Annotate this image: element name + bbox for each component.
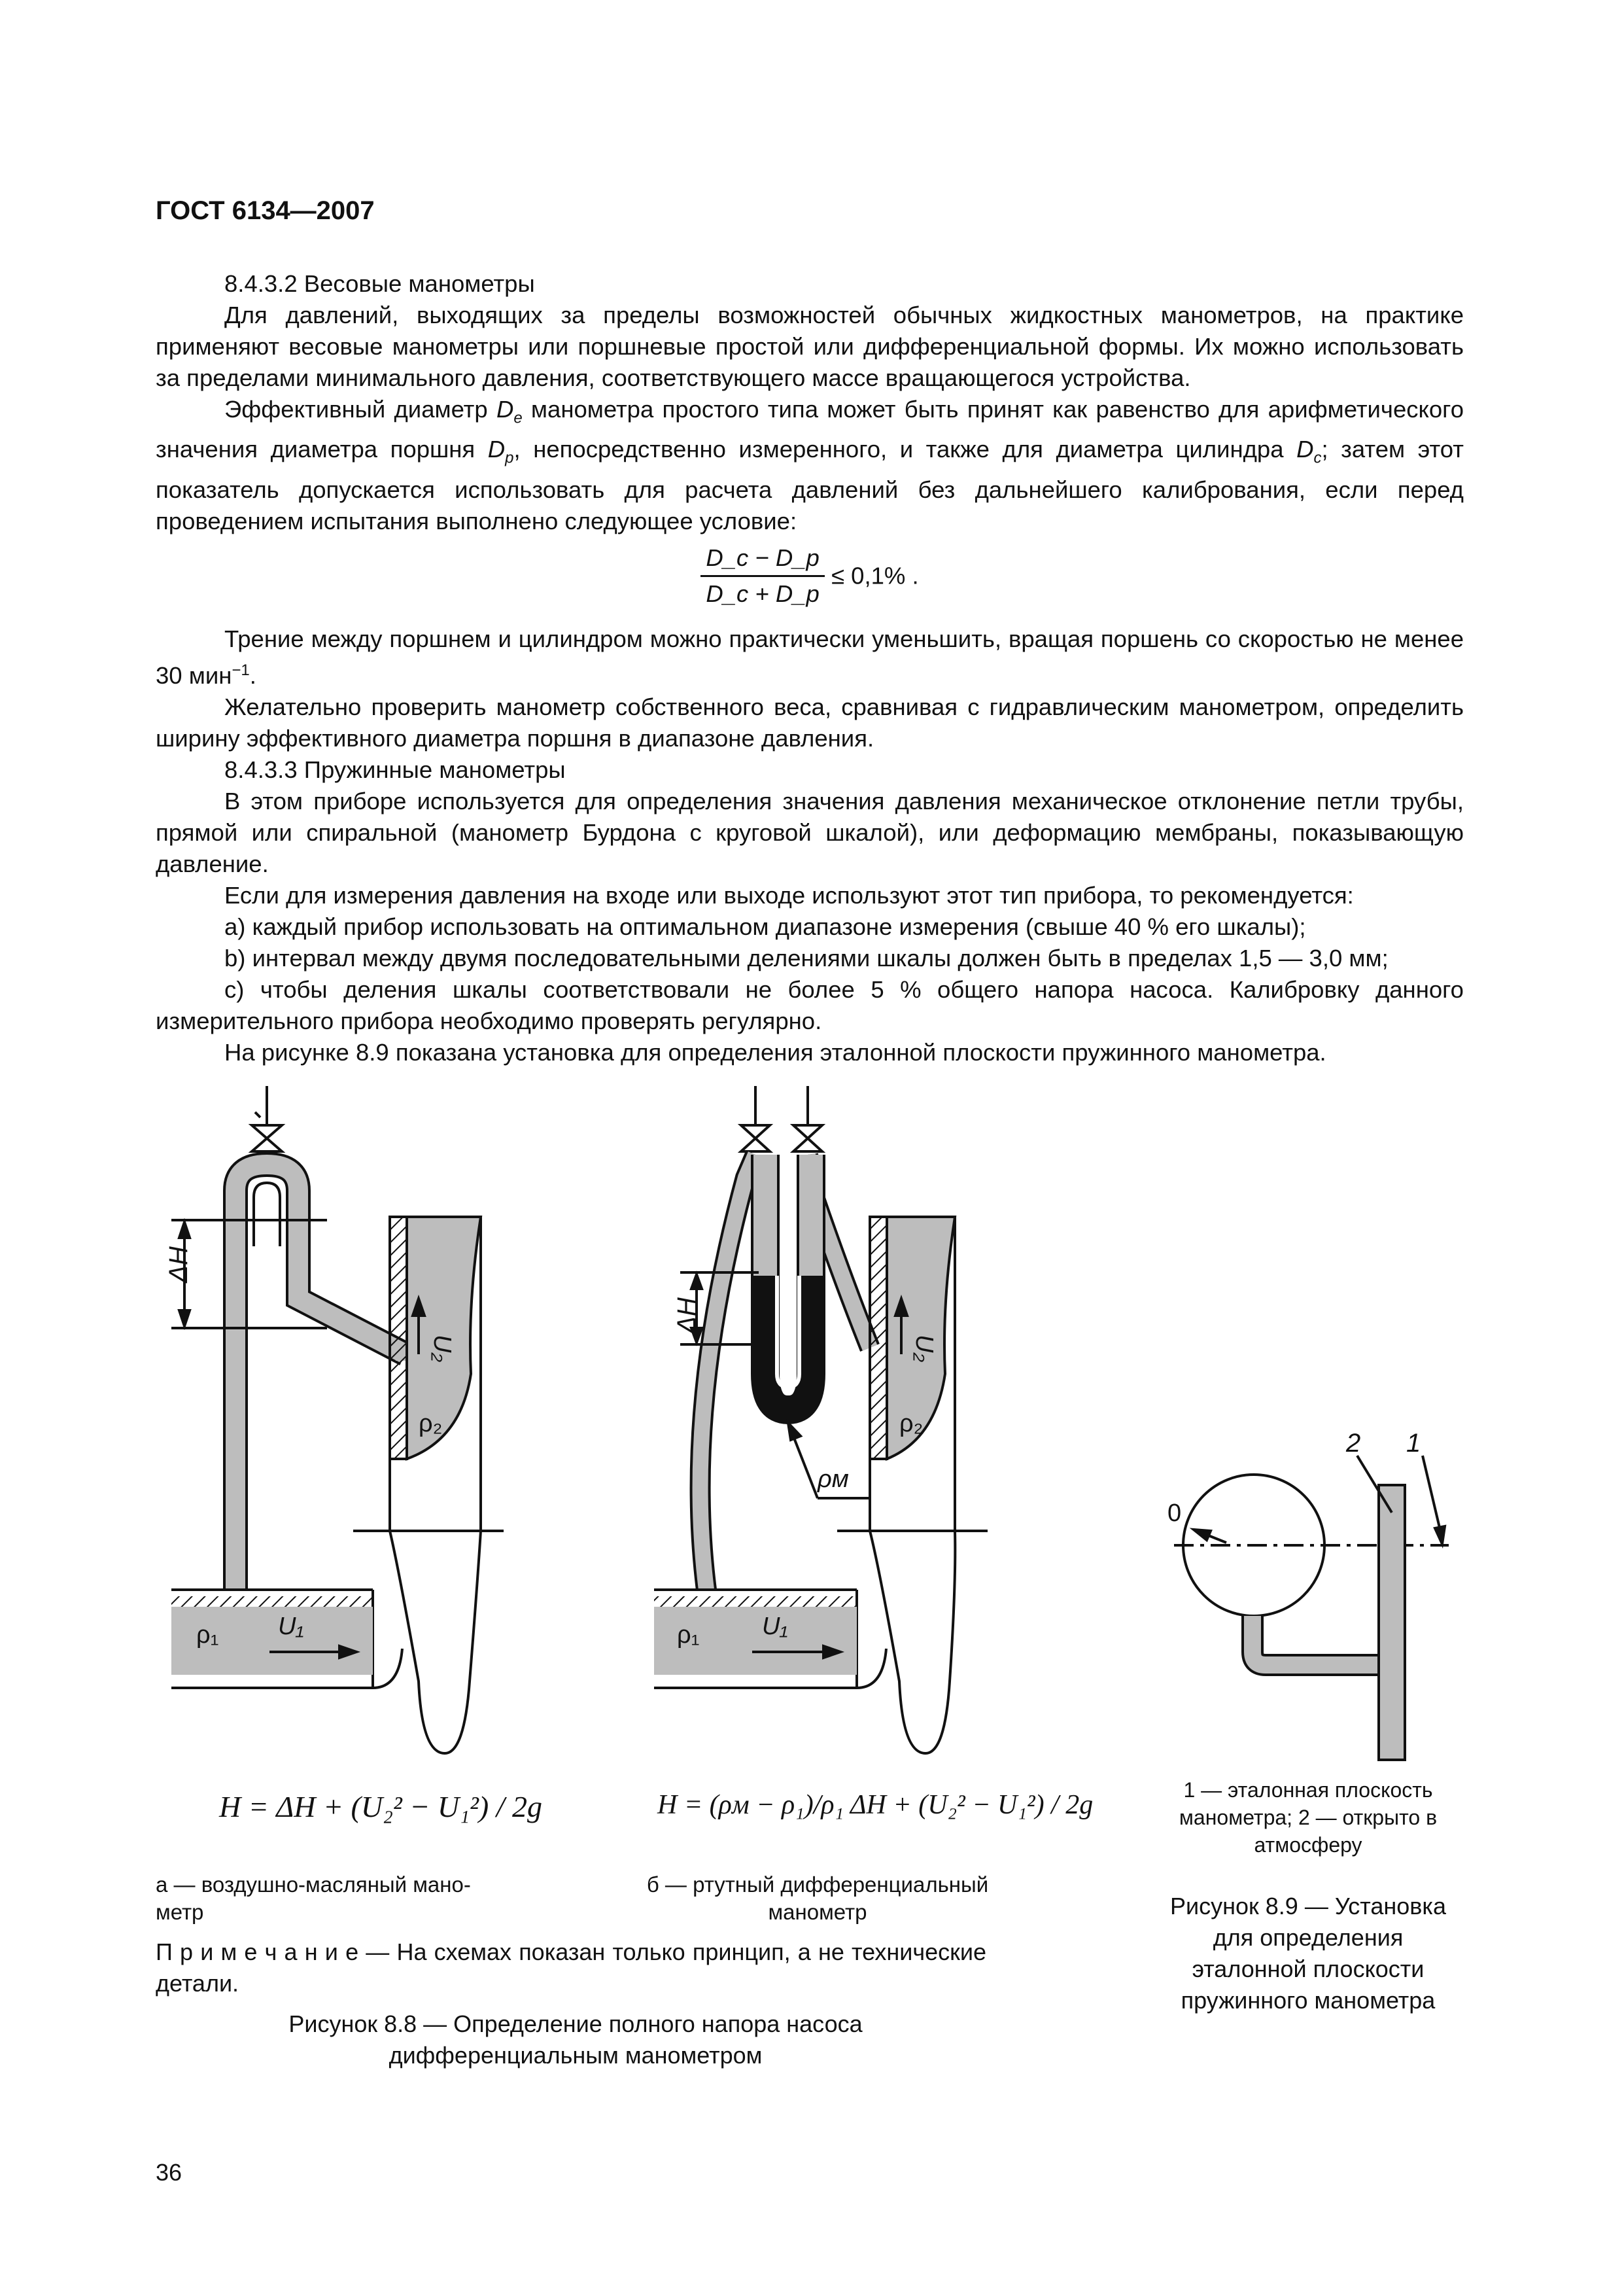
formula-denominator: D_c + D_p (706, 580, 820, 607)
formula-numerator: D_c − D_p (700, 542, 824, 577)
label-u1-b: U₁ (762, 1613, 788, 1640)
paragraph: В этом приборе используется для определения значения давления механическое отклонение петли трубы, прямой или спиральной (манометр Бурдона с круговой шкалой), или деформацию мембраны, показывающую давление. (156, 787, 1464, 877)
figure-8-8a-drawing (171, 1086, 504, 1753)
paragraph-effective-diameter: Эффективный диаметр $D_e$ манометра простого типа может быть принят как равенство для арифметического значения диаметра поршня $D_p$, непосредственно измеренного, и также для диаметра цилиндра $D_c$; затем этот показатель допускается использовать для расчета давлений без дальнейшего калибрования, если перед проведением испытания выполнено следующее условие: (156, 396, 1464, 534)
label-u2-a: U₂ (428, 1335, 456, 1362)
label-rho2-b: ρ₂ (899, 1410, 924, 1437)
subcaption-a: а — воздушно-масляный мано-метр (156, 1872, 471, 1924)
page-number: 36 (156, 2159, 182, 2186)
paragraph: Если для измерения давления на входе или выходе используют этот тип прибора, то рекомендуется: (224, 881, 1354, 909)
label-rho1-b: ρ₁ (677, 1621, 700, 1649)
figure-8-9-caption: Рисунок 8.9 — Установка для определения эталонной плоскости пружинного манометра (1170, 1893, 1446, 2014)
section-title-8-4-3-3: 8.4.3.3 Пружинные манометры (224, 756, 566, 783)
label-delta-h-a: ΔH (164, 1246, 193, 1283)
label-1: 1 (1406, 1429, 1421, 1458)
label-rho1-a: ρ₁ (196, 1621, 219, 1649)
figure-8-8b-drawing (654, 1086, 988, 1753)
label-delta-h-b: ΔH (672, 1297, 701, 1334)
list-item-c: c) чтобы деления шкалы соответствовали не более 5 % общего напора насоса. Калибровку данного измерительного прибора необходимо проверять регулярно. (156, 975, 1464, 1034)
equation-b: H = (ρм − ρ₁)/ρ₁ ΔH + (U₂² − U₁²) / 2g (657, 1790, 1094, 1820)
formula-rhs: ≤ 0,1% . (831, 562, 919, 589)
label-u1-a: U₁ (278, 1613, 304, 1640)
figure-8-9-drawing (1174, 1456, 1449, 1760)
label-rho2-a: ρ₂ (419, 1410, 443, 1437)
figure-note: П р и м е ч а н и е — На схемах показан только принцип, а не технические детали. (156, 1938, 986, 1997)
paragraph: На рисунке 8.9 показана установка для определения эталонной плоскости пружинного манометра. (224, 1038, 1326, 1066)
paragraph: Для давлений, выходящих за пределы возможностей обычных жидкостных манометров, на практике применяют весовые манометры или поршневые простой или дифференциальной формы. Их можно использовать за пределами минимального давления, соответствующего массе вращающегося устройства. (156, 302, 1464, 391)
label-rho-m: ρм (818, 1465, 849, 1493)
subcaption-b: б — ртутный дифференциальный манометр (646, 1872, 989, 1924)
label-u2-b: U₂ (910, 1335, 938, 1362)
figure-8-8-caption: Рисунок 8.8 — Определение полного напора насоса дифференциальным манометром (288, 2010, 863, 2069)
section-title-8-4-3-2: 8.4.3.2 Весовые манометры (224, 270, 535, 297)
list-item-a: а) каждый прибор использовать на оптимальном диапазоне измерения (свыше 40 % его шкалы); (224, 913, 1306, 940)
document-header: ГОСТ 6134—2007 (156, 196, 375, 225)
figure-8-9-legend: 1 — эталонная плоскость манометра; 2 — открыто в атмосферу (1179, 1778, 1438, 1857)
label-zero: 0 (1167, 1499, 1182, 1527)
paragraph: Желательно проверить манометр собственного веса, сравнивая с гидравлическим манометром, определить ширину эффективного диаметра поршня в диапазоне давления. (156, 693, 1464, 752)
equation-a: H = ΔH + (U₂² − U₁²) / 2g (219, 1790, 542, 1823)
list-item-b: b) интервал между двумя последовательными делениями шкалы должен быть в пределах 1,5 — 3,0 мм; (224, 944, 1389, 972)
paragraph-friction: Трение между поршнем и цилиндром можно практически уменьшить, вращая поршень со скоростью не менее 30 мин$^{-1}$. (156, 625, 1464, 689)
label-2: 2 (1346, 1429, 1361, 1458)
